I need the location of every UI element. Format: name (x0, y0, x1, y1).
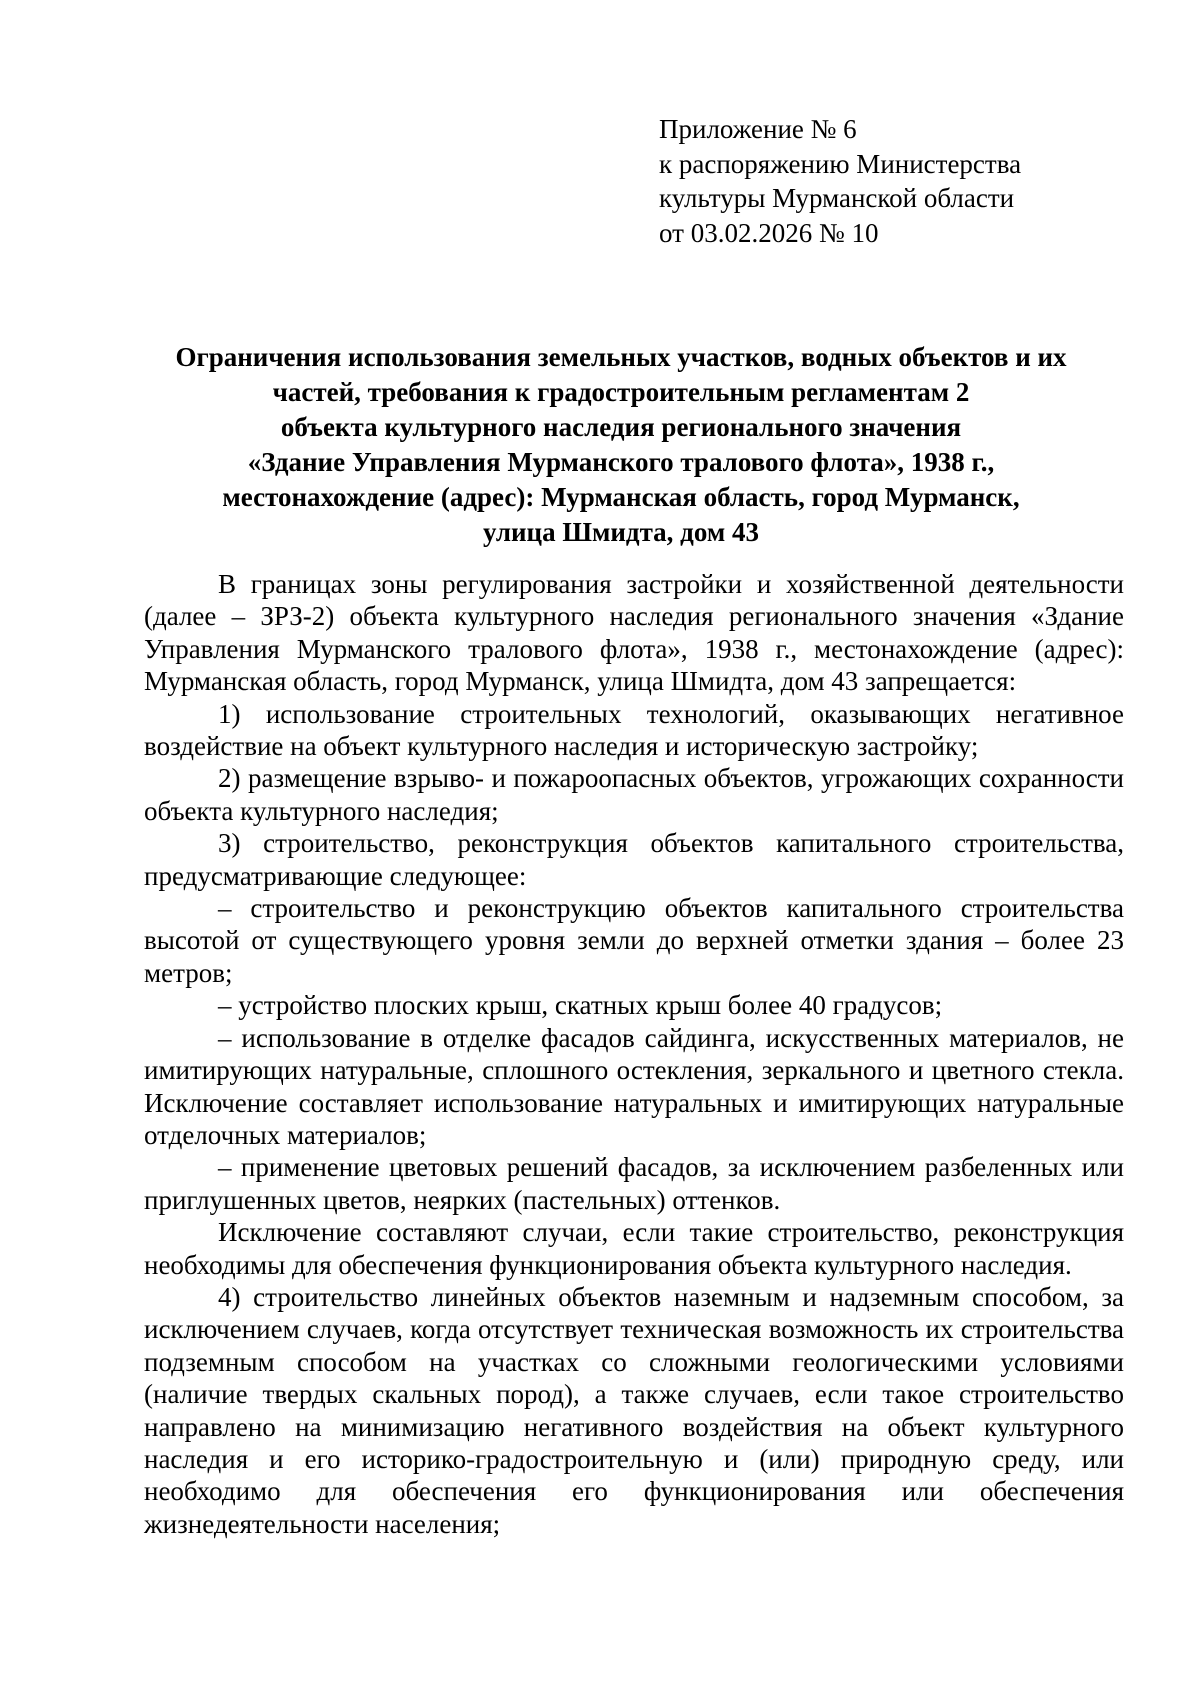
list-item-3: 3) строительство, реконструкция объектов капитального строительства, предусматривающие следующее: (144, 828, 1124, 891)
title-line-1: Ограничения использования земельных участков, водных объектов и их (175, 342, 1067, 372)
list-item-2: 2) размещение взрыво- и пожароопасных объектов, угрожающих сохранности объекта культурного наследия; (144, 763, 1124, 826)
title-line-2: частей, требования к градостроительным регламентам 2 (272, 377, 970, 407)
dash-item-4: – применение цветовых решений фасадов, за исключением разбеленных или приглушенных цветов, неярких (пастельных) оттенков. (144, 1152, 1124, 1215)
title-line-3: объекта культурного наследия регионального значения (280, 412, 962, 442)
title-line-6: улица Шмидта, дом 43 (483, 517, 759, 547)
dash-item-3: – использование в отделке фасадов сайдинга, искусственных материалов, не имитирующих натуральные, сплошного остекления, зеркального и цветного стекла. Исключение составляет использование натуральных и имитирующих натуральные отделочных материалов; (144, 1022, 1124, 1150)
title-line-5: местонахождение (адрес): Мурманская область, город Мурманск, (222, 482, 1020, 512)
exception-paragraph: Исключение составляют случаи, если такие строительство, реконструкция необходимы для обеспечения функционирования объекта культурного наследия. (144, 1217, 1124, 1280)
intro-paragraph: В границах зоны регулирования застройки и хозяйственной деятельности (далее – ЗРЗ-2) объекта культурного наследия регионального значения «Здание Управления Мурманского тралового флота», 1938 г., местонахождение (адрес): Мурманская область, город Мурманск, улица Шмидта, дом 43 запрещается: (144, 569, 1124, 697)
dash-item-1: – строительство и реконструкцию объектов капитального строительства высотой от существующего уровня земли до верхней отметки здания – более 23 метров; (144, 893, 1124, 988)
appendix-date-number: от 03.02.2026 № 10 (659, 217, 879, 248)
list-item-1: 1) использование строительных технологий, оказывающих негативное воздействие на объект культурного наследия и историческую застройку; (144, 698, 1124, 762)
list-item-4: 4) строительство линейных объектов наземным и надземным способом, за исключением случаев, когда отсутствует техническая возможность их строительства подземным способом на участках со сложными геологическими условиями (наличие твердых скальных пород), а также случаев, если такое строительство направлено на минимизацию негативного воздействия на объект культурного наследия и его историко-градостроительную и (или) природную среду, или необходимо для обеспечения его функционирования или обеспечения жизнедеятельности населения; (144, 1281, 1124, 1539)
appendix-number: Приложение № 6 (659, 114, 857, 144)
title-line-4: «Здание Управления Мурманского тралового флота», 1938 г., (247, 447, 995, 477)
appendix-order-ref: к распоряжению Министерства (659, 148, 1022, 179)
appendix-header (659, 112, 1021, 250)
document-title (145, 340, 1097, 550)
document-body (144, 568, 1124, 1540)
dash-item-2: – устройство плоских крыш, скатных крыш более 40 градусов; (218, 990, 943, 1021)
appendix-ministry: культуры Мурманской области (659, 183, 1015, 213)
